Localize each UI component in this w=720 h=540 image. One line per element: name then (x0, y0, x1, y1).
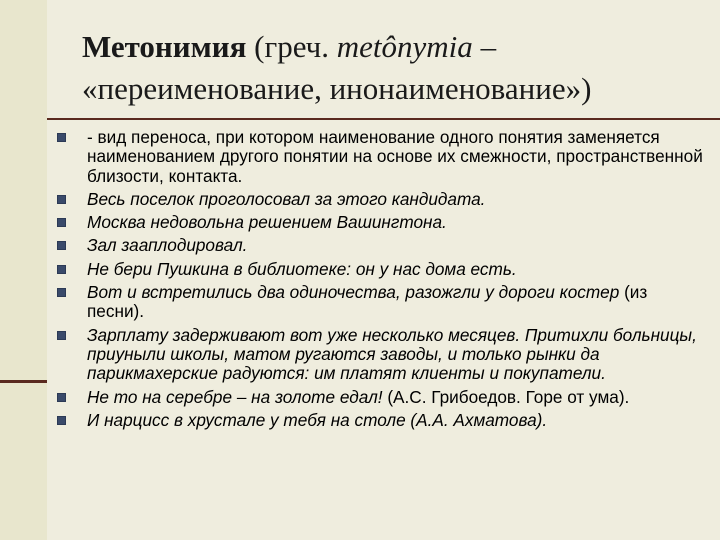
title-divider (47, 118, 720, 120)
square-bullet-icon (57, 331, 66, 340)
item-example: Зарплату задерживают вот уже несколько месяцев. Притихли больницы, приуныли школы, матом ругаются заводы, и только рынки да парикмахерские радуются: им платят клиенты и покупатели. (87, 324, 697, 384)
item-example: И нарцисс в хрустале у тебя на столе (А.А. Ахматова). (87, 409, 548, 430)
item-example: Москва недовольна решением Вашингтона. (87, 212, 447, 233)
title-paren: (греч. (246, 29, 337, 64)
title-translation: – «переименование, инонаименование») (82, 29, 592, 106)
square-bullet-icon (57, 218, 66, 227)
square-bullet-icon (57, 288, 66, 297)
left-accent-bar (0, 380, 47, 383)
item-text: (А.С. Грибоедов. Горе от ума). (382, 386, 630, 407)
item-text: - вид переноса, при котором наименование одного понятия заменяется наименованием другого понятии на основе их смежности, пространственной близости, контакта. (87, 127, 703, 186)
item-text: (из песни). (87, 282, 648, 322)
list-item (57, 326, 707, 384)
item-example: Зал зааплодировал. (87, 235, 248, 256)
left-accent-band (0, 0, 47, 540)
square-bullet-icon (57, 133, 66, 142)
square-bullet-icon (57, 393, 66, 402)
square-bullet-icon (57, 195, 66, 204)
item-example: Вот и встретились два одиночества, разожгли у дороги костер (87, 282, 620, 303)
item-example: Не то на серебре – на золоте едал! (87, 386, 383, 407)
item-example: Не бери Пушкина в библиотеке: он у нас дома есть. (87, 258, 517, 279)
list-item (57, 213, 707, 232)
bullet-list (57, 128, 707, 434)
square-bullet-icon (57, 241, 66, 250)
square-bullet-icon (57, 265, 66, 274)
title-term: Метонимия (82, 29, 247, 64)
square-bullet-icon (57, 416, 66, 425)
slide-title (82, 26, 702, 110)
list-item (57, 190, 707, 209)
list-item (57, 411, 707, 430)
item-example: Весь поселок проголосовал за этого кандидата. (87, 188, 486, 209)
list-item (57, 236, 707, 255)
list-item (57, 283, 707, 322)
list-item (57, 260, 707, 279)
list-item (57, 128, 707, 186)
list-item (57, 388, 707, 407)
title-greek-word: metônymia (336, 29, 473, 64)
